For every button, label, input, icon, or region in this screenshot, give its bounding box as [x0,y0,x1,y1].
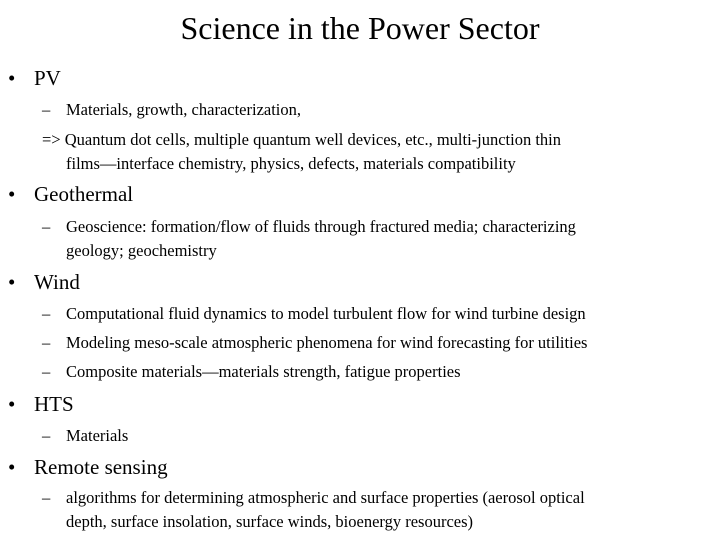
slide-title: Science in the Power Sector [180,10,540,46]
dash-icon: – [42,426,51,445]
dash-icon: – [42,362,51,381]
bullet-icon: • [8,392,16,416]
section-heading: HTS [34,392,74,416]
item-text: Geoscience: formation/flow of fluids through fractured media; characterizing [66,217,576,236]
item-text: Materials, growth, characterization, [66,100,302,119]
dash-icon: – [42,100,51,119]
item-text-continued: depth, surface insolation, surface winds, bioenergy resources) [66,512,474,531]
item-text: Computational fluid dynamics to model turbulent flow for wind turbine design [66,304,586,323]
item-text: => Quantum dot cells, multiple quantum well devices, etc., multi-junction thin [42,130,562,149]
bullet-icon: • [8,455,16,479]
bullet-icon: • [8,66,16,90]
bullet-icon: • [8,182,16,206]
dash-icon: – [42,304,51,323]
dash-icon: – [42,333,51,352]
section-heading: Wind [34,270,80,294]
item-text: algorithms for determining atmospheric and surface properties (aerosol optical [66,488,585,507]
section-heading: Remote sensing [34,455,168,479]
item-text: Modeling meso-scale atmospheric phenomena for wind forecasting for utilities [66,333,588,352]
section-heading: Geothermal [34,182,134,206]
item-text: Composite materials—materials strength, fatigue properties [66,362,461,381]
item-text-continued: films—interface chemistry, physics, defects, materials compatibility [66,154,516,173]
item-text-continued: geology; geochemistry [66,241,217,260]
dash-icon: – [42,488,51,507]
dash-icon: – [42,217,51,236]
section-heading: PV [34,66,61,90]
item-text: Materials [66,426,129,445]
bullet-icon: • [8,270,16,294]
